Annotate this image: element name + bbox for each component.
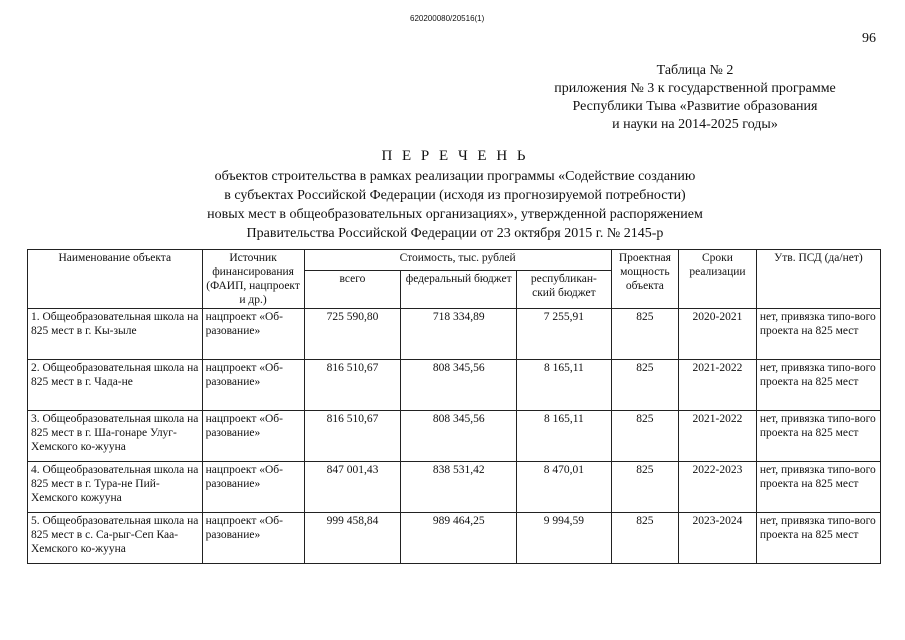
appendix-line: и науки на 2014-2025 годы» <box>612 117 778 132</box>
cell-term: 2020-2021 <box>679 309 757 360</box>
heading-line: в субъектах Российской Федерации (исходя из прогнозируемой потребности) <box>224 188 686 203</box>
cell-name: 1. Общеобразовательная школа на 825 мест в г. Кы-зыле <box>28 309 203 360</box>
cell-federal: 808 345,56 <box>401 411 517 462</box>
heading-line: новых мест в общеобразовательных организациях», утвержденной распоряжением <box>207 207 703 222</box>
cell-capacity: 825 <box>611 360 678 411</box>
cell-name: 2. Общеобразовательная школа на 825 мест в г. Чада-не <box>28 360 203 411</box>
cell-term: 2021-2022 <box>679 411 757 462</box>
appendix-line: Республики Тыва «Развитие образования <box>572 99 818 114</box>
cell-term: 2021-2022 <box>679 360 757 411</box>
cell-source: нацпроект «Об-разование» <box>202 513 304 564</box>
header-capacity: Проектная мощность объекта <box>611 250 678 309</box>
cell-republic: 8 470,01 <box>517 462 612 513</box>
header-psd: Утв. ПСД (да/нет) <box>756 250 880 309</box>
cell-federal: 718 334,89 <box>401 309 517 360</box>
heading-line: Правительства Российской Федерации от 23 октября 2015 г. № 2145-р <box>246 226 664 241</box>
cell-total: 725 590,80 <box>304 309 401 360</box>
cell-psd: нет, привязка типо-вого проекта на 825 мест <box>756 360 880 411</box>
cell-capacity: 825 <box>611 411 678 462</box>
header-cost: Стоимость, тыс. рублей <box>304 250 611 271</box>
table-row <box>28 360 881 411</box>
page-number: 96 <box>862 31 876 46</box>
cell-total: 847 001,43 <box>304 462 401 513</box>
cell-federal: 838 531,42 <box>401 462 517 513</box>
table-row <box>28 411 881 462</box>
cell-term: 2023-2024 <box>679 513 757 564</box>
cell-source: нацпроект «Об-разование» <box>202 462 304 513</box>
cell-federal: 808 345,56 <box>401 360 517 411</box>
header-source: Источник финансирования (ФАИП, нацпроект и др.) <box>202 250 304 309</box>
cell-term: 2022-2023 <box>679 462 757 513</box>
table-row <box>28 513 881 564</box>
cell-psd: нет, привязка типо-вого проекта на 825 мест <box>756 462 880 513</box>
cell-capacity: 825 <box>611 309 678 360</box>
cell-name: 4. Общеобразовательная школа на 825 мест в г. Тура-не Пий-Хемского кожууна <box>28 462 203 513</box>
table-row <box>28 462 881 513</box>
cell-total: 816 510,67 <box>304 411 401 462</box>
cell-federal: 989 464,25 <box>401 513 517 564</box>
cell-total: 816 510,67 <box>304 360 401 411</box>
cell-source: нацпроект «Об-разование» <box>202 309 304 360</box>
cell-psd: нет, привязка типо-вого проекта на 825 мест <box>756 513 880 564</box>
document-id: 620200080/20516(1) <box>410 14 485 23</box>
appendix-block <box>530 62 860 134</box>
cell-source: нацпроект «Об-разование» <box>202 360 304 411</box>
objects-table <box>27 249 881 564</box>
cell-republic: 9 994,59 <box>517 513 612 564</box>
appendix-line: приложения № 3 к государственной программе <box>554 81 836 96</box>
cell-source: нацпроект «Об-разование» <box>202 411 304 462</box>
cell-capacity: 825 <box>611 513 678 564</box>
cell-name: 3. Общеобразовательная школа на 825 мест в г. Ша-гонаре Улуг-Хемского ко-жууна <box>28 411 203 462</box>
heading-line: объектов строительства в рамках реализации программы «Содействие созданию <box>214 169 696 184</box>
document-title: П Е Р Е Ч Е Н Ь <box>381 148 529 164</box>
header-term: Сроки реализации <box>679 250 757 309</box>
cell-republic: 7 255,91 <box>517 309 612 360</box>
cell-psd: нет, привязка типо-вого проекта на 825 мест <box>756 411 880 462</box>
cell-capacity: 825 <box>611 462 678 513</box>
header-federal: федеральный бюджет <box>401 270 517 308</box>
table-row <box>28 309 881 360</box>
cell-name: 5. Общеобразовательная школа на 825 мест в с. Са-рыг-Сеп Каа-Хемского ко-жууна <box>28 513 203 564</box>
header-name: Наименование объекта <box>28 250 203 309</box>
cell-republic: 8 165,11 <box>517 360 612 411</box>
cell-total: 999 458,84 <box>304 513 401 564</box>
document-heading <box>175 147 735 243</box>
header-republic: республикан-ский бюджет <box>517 270 612 308</box>
cell-psd: нет, привязка типо-вого проекта на 825 мест <box>756 309 880 360</box>
appendix-line: Таблица № 2 <box>656 63 734 78</box>
cell-republic: 8 165,11 <box>517 411 612 462</box>
header-total: всего <box>304 270 401 308</box>
